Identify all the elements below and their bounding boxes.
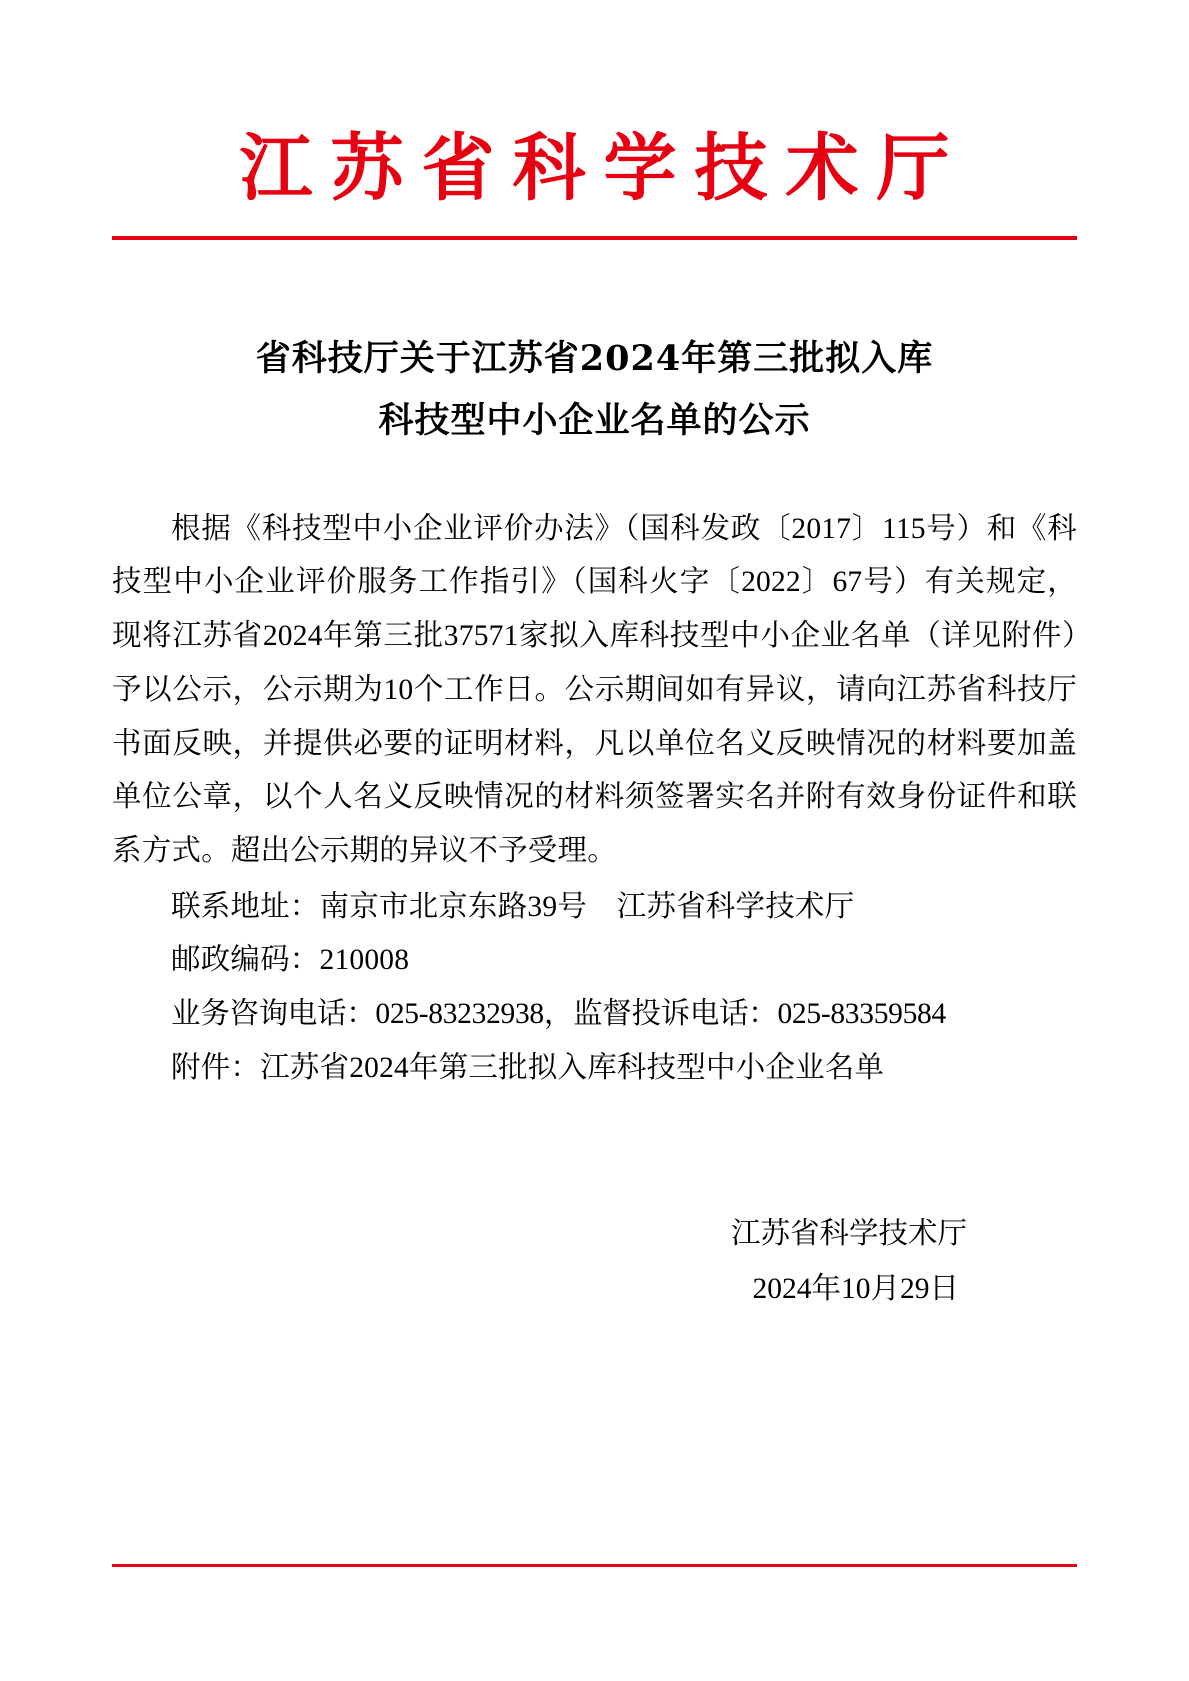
footer-divider bbox=[112, 1564, 1077, 1567]
body-paragraph: 根据《科技型中小企业评价办法》（国科发政〔2017〕115号）和《科技型中小企业评价服务工作指引》（国科火字〔2022〕67号）有关规定，现将江苏省2024年第三批37571家拟入库科技型中小企业名单（详见附件）予以公示，公示期为10个工作日。公示期间如有异议，请向江苏省科技厅书面反映，并提供必要的证明材料，凡以单位名义反映情况的材料要加盖单位公章，以个人名义反映情况的材料须签署实名并附有效身份证件和联系方式。超出公示期的异议不予受理。 bbox=[112, 512, 1077, 867]
page-title bbox=[112, 328, 1077, 451]
page-title-line-2: 科技型中小企业名单的公示 bbox=[378, 399, 811, 441]
letterhead-divider bbox=[112, 236, 1077, 240]
contact-phones: 业务咨询电话：025-83232938，监督投诉电话：025-83359584 bbox=[171, 997, 946, 1030]
contact-address: 联系地址：南京市北京东路39号 江苏省科学技术厅 bbox=[171, 890, 855, 923]
page-title-line-1: 省科技厅关于江苏省2024年第三批拟入库 bbox=[255, 338, 934, 380]
letterhead-organization: 江苏省科学技术厅 bbox=[239, 125, 968, 211]
document-body bbox=[112, 503, 1077, 1096]
letterhead bbox=[112, 0, 1077, 240]
signature-block bbox=[112, 1207, 1077, 1316]
contact-info-block bbox=[112, 881, 1077, 1096]
postal-code: 邮政编码：210008 bbox=[171, 944, 410, 977]
signature-date: 2024年10月29日 bbox=[752, 1272, 959, 1305]
signature-issuer: 江苏省科学技术厅 bbox=[730, 1218, 967, 1251]
attachment-line: 附件：江苏省2024年第三批拟入库科技型中小企业名单 bbox=[171, 1051, 885, 1084]
